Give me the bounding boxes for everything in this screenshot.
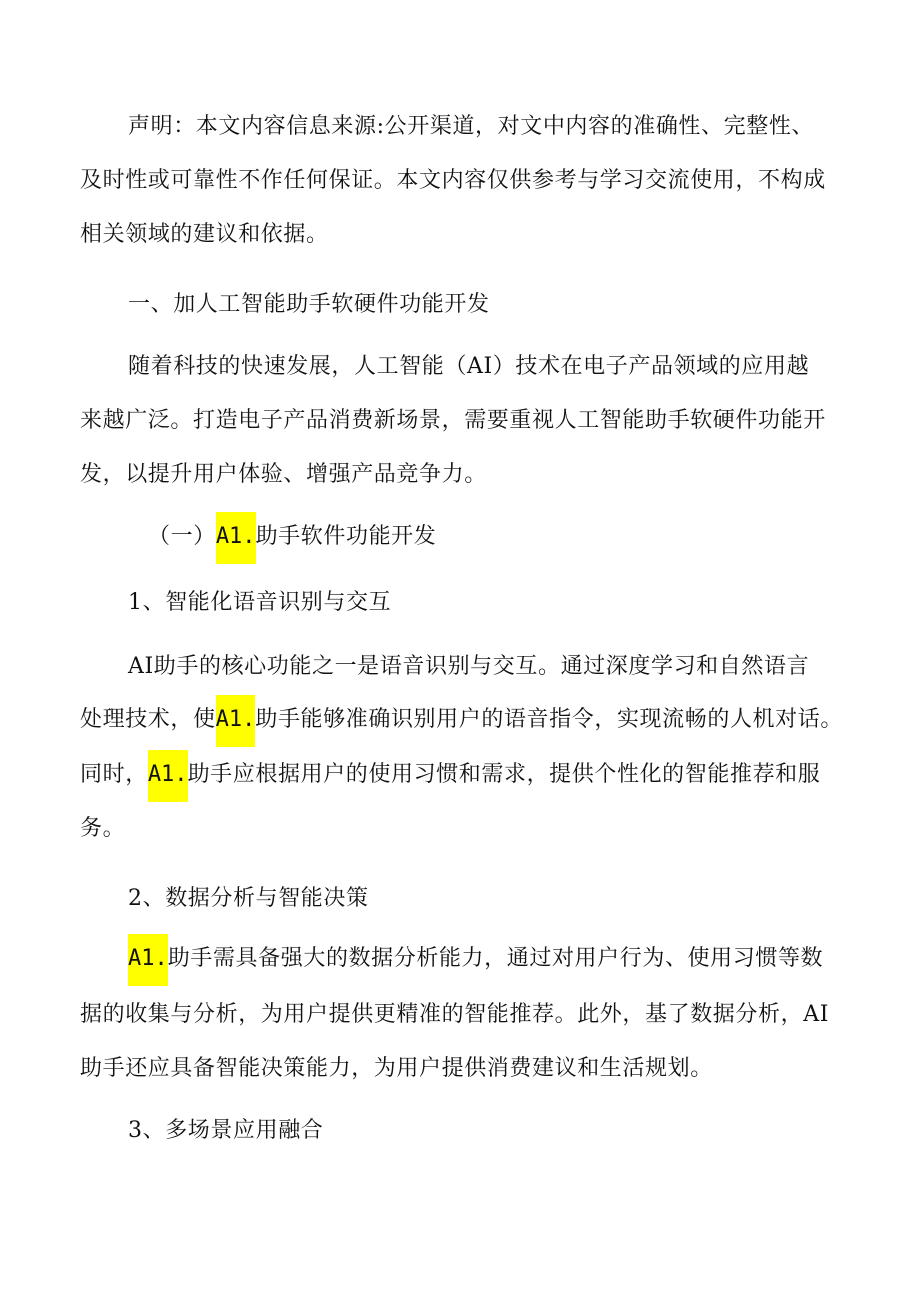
item2-line-1 [128, 944, 823, 974]
item2-line-2: 据的收集与分析，为用户提供更精准的智能推荐。此外，基了数据分析，AI [80, 1002, 829, 1027]
intro-line-1: 随着科技的快速发展，人工智能（AI）技术在电子产品领域的应用越 [128, 354, 810, 379]
disclaimer-line-3: 相关领域的建议和依据。 [80, 222, 329, 247]
item1-heading: 1、智能化语音识别与交互 [128, 590, 392, 615]
item2-line-3: 助手还应具备智能决策能力，为用户提供消费建议和生活规划。 [80, 1056, 713, 1081]
subsection-heading-suffix: 助手软件功能开发 [255, 524, 437, 549]
highlight-a1: A1. [128, 934, 168, 986]
item1-line-3-end: 助手应根据用户的使用习惯和需求，提供个性化的智能推荐和服 [187, 762, 821, 787]
section-heading: 一、加人工智能助手软硬件功能开发 [128, 292, 490, 317]
subsection-heading [148, 522, 436, 552]
highlight-a1: A1. [216, 512, 256, 564]
item1-line-4: 务。 [80, 816, 126, 841]
item1-line-2-start: 处理技术，使 [80, 707, 216, 732]
item2-line-1-end: 助手需具备强大的数据分析能力，通过对用户行为、使用习惯等数 [167, 946, 824, 971]
item1-line-3-start: 同时， [80, 762, 148, 787]
item2-heading: 2、数据分析与智能决策 [128, 886, 369, 911]
intro-line-2: 来越广泛。打造电子产品消费新场景，需要重视人工智能助手软硬件功能开 [80, 408, 826, 433]
intro-line-3: 发，以提升用户体验、增强产品竞争力。 [80, 462, 487, 487]
item1-line-2-end: 助手能够准确识别用户的语音指令，实现流畅的人机对话。 [255, 707, 843, 732]
subsection-heading-prefix: （一） [148, 524, 216, 549]
highlight-a1: A1. [148, 750, 188, 802]
item1-line-1: AI助手的核心功能之一是语音识别与交互。通过深度学习和自然语言 [128, 654, 810, 679]
item3-heading: 3、多场景应用融合 [128, 1118, 324, 1143]
item1-line-2 [80, 705, 843, 735]
disclaimer-line-1: 声明：本文内容信息来源:公开渠道，对文中内容的准确性、完整性、 [128, 114, 815, 139]
disclaimer-line-2: 及时性或可靠性不作任何保证。本文内容仅供参考与学习交流使用，不构成 [80, 168, 826, 193]
item1-line-3 [80, 760, 820, 790]
highlight-a1: A1. [216, 695, 256, 747]
